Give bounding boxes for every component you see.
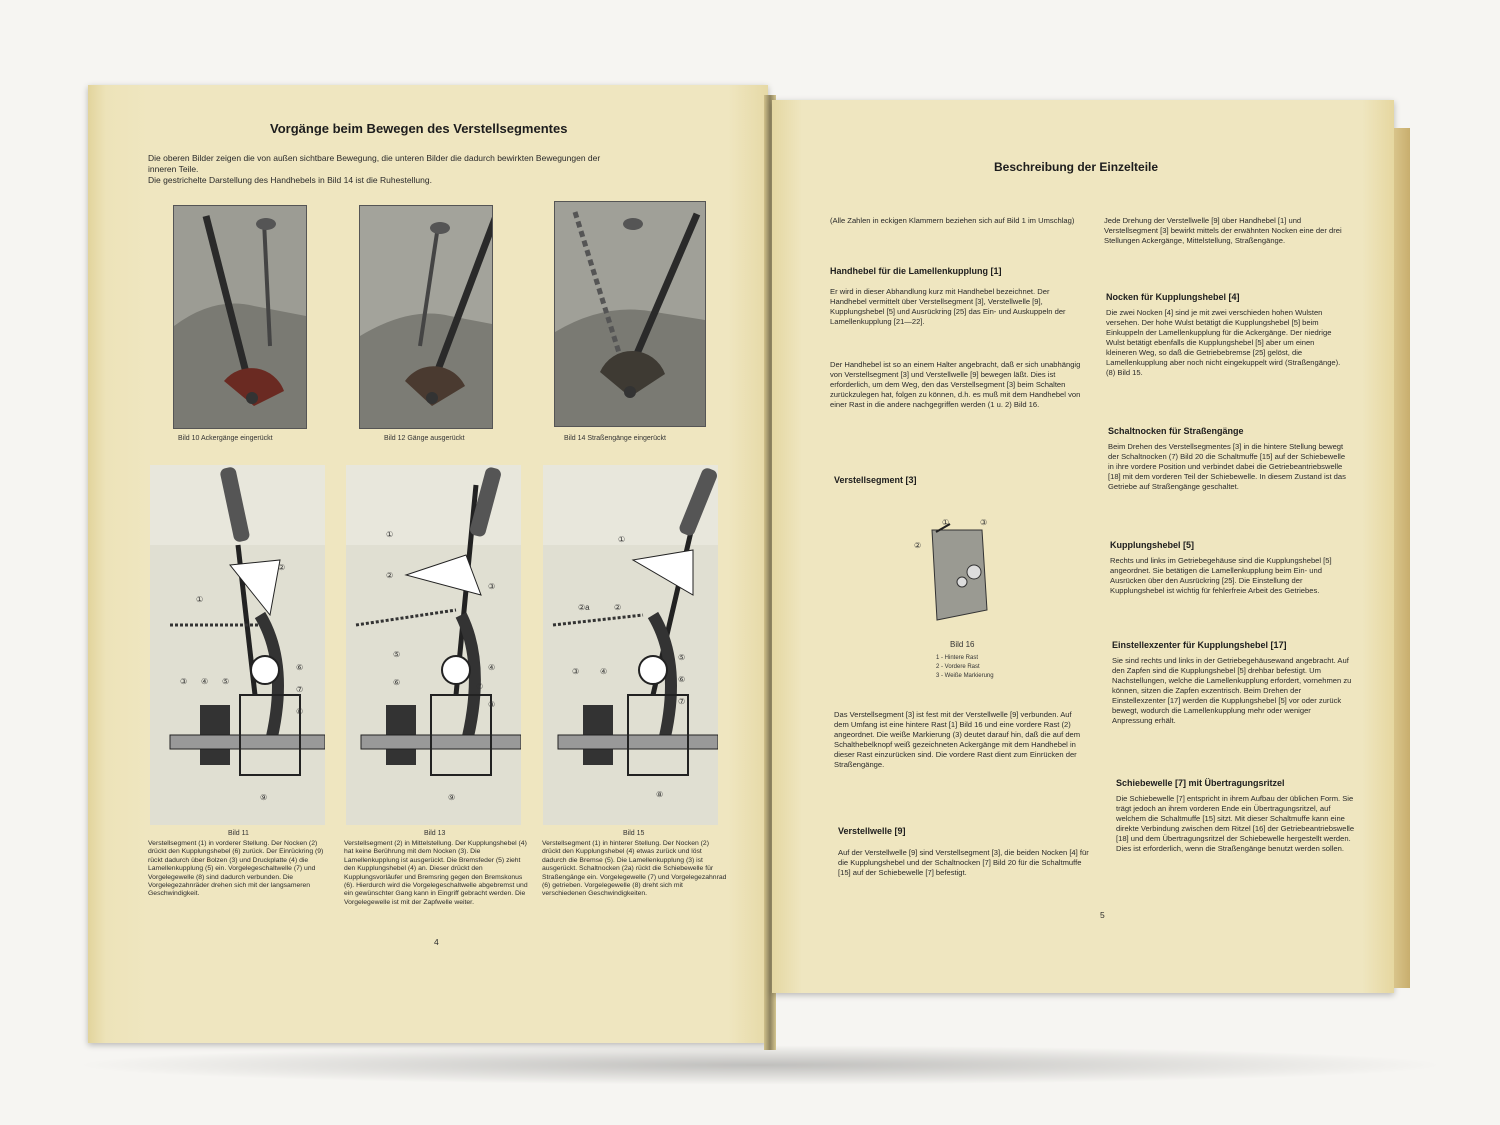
caption-bild-10: Bild 10 Ackergänge eingerückt <box>178 435 273 442</box>
figure-callout-2: ② <box>914 541 922 550</box>
section-text-schiebewelle: Die Schiebewelle [7] entspricht in ihrem Aufbau der üblichen Form. Sie trägt jedoch an ihrem vorderen Ende ein Übertragungsritzel, auf welchem die Schaltmuffe [15] sitzt. Mit dieser Schaltmuffe kann eine direkte Verbindung zwischen dem Ritzel [16] der Getriebeantriebswelle [18] und dem Übertragungsritzel der Schiebewelle hergestellt werden. Dies ist erforderlich, wenn die Straßengänge benutzt werden sollen. <box>1116 794 1355 853</box>
section-title-schaltnocken: Schaltnocken für Straßengänge <box>1108 426 1244 436</box>
callout-9: ⑨ <box>260 793 268 802</box>
diagram-bild-11 <box>150 465 325 825</box>
page-number-right: 5 <box>1100 910 1105 920</box>
left-page-heading: Vorgänge beim Bewegen des Verstellsegmentes <box>270 121 568 136</box>
photo-bild-14 <box>554 201 706 427</box>
section-title-einstellexzenter: Einstellexzenter für Kupplungshebel [17] <box>1112 640 1287 650</box>
section-text-handhebel: Er wird in dieser Abhandlung kurz mit Handhebel bezeichnet. Der Handhebel vermittelt über Verstellsegment [3], Verstellwelle [9], Kupplungshebel [5] und Ausrückring [25] das Ein- und Auskuppeln der Lamellenkupplung [21—22]. <box>830 287 1066 326</box>
callout-7: ⑦ <box>678 697 686 706</box>
segment-drawing <box>912 510 1002 630</box>
diagram-text-bild-15: Verstellsegment (1) in hinterer Stellung. Der Nocken (2) drückt den Kupplungshebel (4) etwas zurück und löst dadurch die Bremse (5). Die Lamellenkupplung (3) ist ausgerückt. Schaltnocken (2a) rückt die Schiebewelle für Straßengänge ein. Vorgelegewelle (7) und Vorgelegezahnrad (6) getrieben. Vorgelegewelle (8) dreht sich mit verschiedenen Geschwindigkeiten. <box>542 840 727 898</box>
callout-5: ⑤ <box>393 650 401 659</box>
section-text-handhebel-2: Der Handhebel ist so an einem Halter angebracht, daß er sich unabhängig von Verstellsegment [3] und Verstellwelle [9] bewegen läßt. Dies ist erforderlich, um dem Weg, den das Verstellsegment [3] beim Schalten zurückzulegen hat, folgen zu können, d.h. es muß mit dem Handhebel von einer Rast in die andere nachgegriffen werden (1 u. 2) Bild 16. <box>830 360 1081 409</box>
caption-bild-12: Bild 12 Gänge ausgerückt <box>384 435 465 442</box>
callout-3: ③ <box>180 677 188 686</box>
callout-1: ① <box>618 535 626 544</box>
figure-legend-1: 1 - Hintere Rast <box>936 655 979 661</box>
figure-callout-3: ③ <box>980 518 988 527</box>
section-title-verstellwelle: Verstellwelle [9] <box>838 826 906 836</box>
intro-right-text: Jede Drehung der Verstellwelle [9] über Handhebel [1] und Verstellsegment [3] bewirkt mittels der erwähnten Nocken eine der drei Stellungen Ackergänge, Mittelstellung, Straßengänge. <box>1104 216 1342 245</box>
callout-2: ② <box>386 571 394 580</box>
caption-bild-14: Bild 14 Straßengänge eingerückt <box>564 435 666 442</box>
callout-2: ② <box>278 563 286 572</box>
photo-bild-10 <box>173 205 307 429</box>
figure-bild-16 <box>912 510 1002 630</box>
section-title-handhebel: Handhebel für die Lamellenkupplung [1] <box>830 266 1002 276</box>
clutch-diagram <box>543 465 718 825</box>
page-edge <box>1394 128 1410 988</box>
callout-4: ④ <box>600 667 608 676</box>
diagram-bild-15 <box>543 465 718 825</box>
callout-8: ⑧ <box>488 700 496 709</box>
section-title-schiebewelle: Schiebewelle [7] mit Übertragungsritzel <box>1116 778 1285 788</box>
clutch-diagram <box>346 465 521 825</box>
callout-2: ② <box>614 603 622 612</box>
note-text: (Alle Zahlen in eckigen Klammern beziehen sich auf Bild 1 im Umschlag) <box>830 216 1075 225</box>
callout-4: ④ <box>201 677 209 686</box>
section-text-einstellexzenter: Sie sind rechts und links in der Getriebegehäusewand angebracht. Auf den Zapfen sind die Kupplungshebel [5] drehbar befestigt. Um Nachstellungen, welche die Lamellenkupplung erfordert, vornehmen zu können, sitzen die Zapfen exzentrisch. Beim Drehen der Einstellexzenter [17] werden die Kupplungshebel [5] vor oder zurück bewegt, wodurch die Lamellenkupplung mehr oder weniger Anpressung erhält. <box>1112 656 1352 725</box>
left-page <box>88 85 768 1043</box>
callout-3: ③ <box>572 667 580 676</box>
tractor-lever-photo <box>174 206 306 428</box>
callout-4: ④ <box>488 663 496 672</box>
clutch-diagram <box>150 465 325 825</box>
section-title-nocken: Nocken für Kupplungshebel [4] <box>1106 292 1240 302</box>
figure-caption-bild-16: Bild 16 <box>950 640 975 649</box>
callout-6: ⑥ <box>393 678 401 687</box>
figure-legend-3: 3 - Weiße Markierung <box>936 673 994 679</box>
section-title-verstellsegment: Verstellsegment [3] <box>834 475 917 485</box>
intro-line-3: Die gestrichelte Darstellung des Handhebels in Bild 14 ist die Ruhestellung. <box>148 175 432 185</box>
callout-5: ⑤ <box>678 653 686 662</box>
photo-bild-12 <box>359 205 493 429</box>
callout-7: ⑦ <box>296 685 304 694</box>
caption-bild-11: Bild 11 <box>228 830 249 837</box>
section-title-kupplungshebel: Kupplungshebel [5] <box>1110 540 1194 550</box>
callout-8: ⑧ <box>296 707 304 716</box>
book-shadow <box>70 1045 1450 1085</box>
callout-1: ① <box>386 530 394 539</box>
diagram-bild-13 <box>346 465 521 825</box>
page-number-left: 4 <box>434 937 439 947</box>
callout-3: ③ <box>488 582 496 591</box>
diagram-text-bild-11: Verstellsegment (1) in vorderer Stellung. Der Nocken (2) drückt den Kupplungshebel (6) zurück. Der Einrückring (9) rückt dadurch über Bolzen (3) und Druckplatte (4) die Lamellenkupplung (5) ein. Vorgelegeschaltwelle (7) und Vorgelegewelle (8) sind dadurch verbunden. Die Vorgelegezahnräder drehen sich mit der langsameren Geschwindigkeit. <box>148 840 324 898</box>
callout-9: ⑨ <box>448 793 456 802</box>
tractor-lever-photo <box>555 202 705 426</box>
intro-line-1: Die oberen Bilder zeigen die von außen sichtbare Bewegung, die unteren Bilder die dadurch bewirkten Bewegungen der <box>148 153 601 163</box>
tractor-lever-photo <box>360 206 492 428</box>
caption-bild-15: Bild 15 <box>623 830 645 837</box>
intro-line-2: inneren Teile. <box>148 164 199 174</box>
callout-6: ⑥ <box>678 675 686 684</box>
section-text-verstellsegment: Das Verstellsegment [3] ist fest mit der Verstellwelle [9] verbunden. Auf dem Umfang ist eine hintere Rast [1] Bild 16 und eine vordere Rast (2) angeordnet. Die weiße Markierung (3) deutet darauf hin, daß die auf dem Schalthebelknopf weiß gezeichneten Ackergänge mit dem Handhebel in dieser Rast einzurücken sind. Die vordere Rast dient zum Einrücken der Straßengänge. <box>834 710 1081 769</box>
callout-8: ⑧ <box>656 790 664 799</box>
right-page <box>772 100 1394 993</box>
section-text-kupplungshebel: Rechts und links im Getriebegehäuse sind die Kupplungshebel [5] angeordnet. Sie betätigen die Lamellenkupplung beim Ein- und Ausrücken über den Ausrückring [25]. Die Einstellung der Kupplungshebel ist wichtig für fehlerfreie Arbeit des Getriebes. <box>1110 556 1332 595</box>
callout-2a: ②a <box>578 603 590 612</box>
caption-bild-13: Bild 13 <box>424 830 446 837</box>
callout-5: ⑤ <box>222 677 230 686</box>
callout-7: ⑦ <box>476 682 484 691</box>
figure-callout-1: ① <box>942 518 950 527</box>
callout-1: ① <box>196 595 204 604</box>
diagram-text-bild-13: Verstellsegment (2) in Mittelstellung. Der Kupplungshebel (4) hat keine Berührung mit dem Nocken (3). Die Lamellenkupplung ist ausgerückt. Die Bremsfeder (5) zieht den Kupplungshebel (4) an. Dieser drückt den Kupplungsvorläufer und Bremsring gegen den Bremskonus (6). Hierdurch wird die Vorgelegeschaltwelle abgebremst und ein gewünschter Gang kann in Eingriff gebracht werden. Die Vorgelegewelle ist mit der Zapfwelle weiter. <box>344 840 528 906</box>
section-text-nocken: Die zwei Nocken [4] sind je mit zwei verschieden hohen Wulsten versehen. Der hohe Wulst betätigt die Kupplungshebel [5] beim Einkuppeln der Lamellenkupplung für die Ackergänge. Der niedrige Wulst betätigt ebenfalls die Kupplungshebel [5] aber um einen kleineren Weg, so daß die Getriebebremse [25] gelöst, die Lamellenkupplung aber noch nicht eingekuppelt wird (Straßengänge). (8) Bild 15. <box>1106 308 1341 377</box>
figure-legend-2: 2 - Vordere Rast <box>936 664 980 670</box>
callout-6: ⑥ <box>296 663 304 672</box>
section-text-verstellwelle: Auf der Verstellwelle [9] sind Verstellsegment [3], die beiden Nocken [4] für die Kupplungshebel und der Schaltnocken [7] Bild 20 für die Schaltmuffe [15] auf der Schiebewelle [7] befestigt. <box>838 848 1089 877</box>
section-text-schaltnocken: Beim Drehen des Verstellsegmentes [3] in die hintere Stellung bewegt der Schaltnocken (7) Bild 20 die Schaltmuffe [15] auf der Schiebewelle in ihre vordere Position und verbindet dabei die Getriebeantriebswelle [18] mit dem vorderen Teil der Schiebewelle. In diesem Zustand ist das Getriebe auf Straßengänge geschaltet. <box>1108 442 1346 491</box>
right-page-heading: Beschreibung der Einzelteile <box>994 160 1159 174</box>
